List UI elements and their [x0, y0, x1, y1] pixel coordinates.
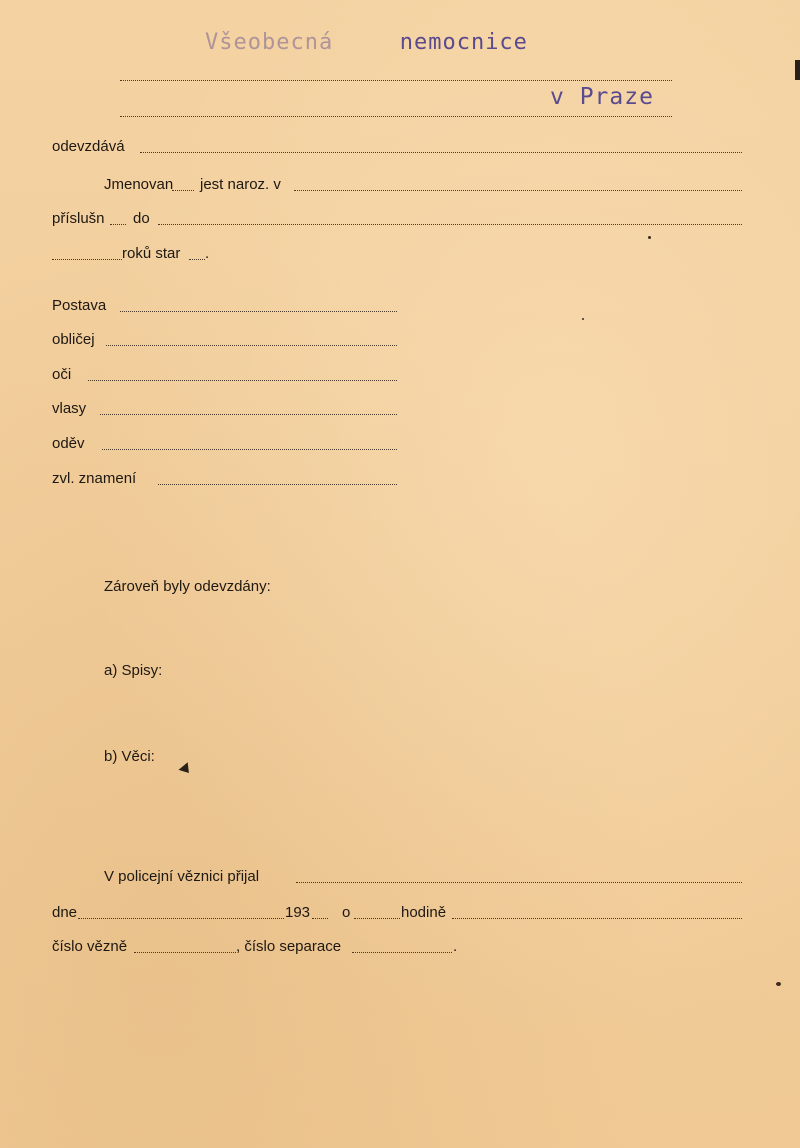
header-line-2: [120, 116, 672, 117]
at-label: o: [342, 904, 351, 921]
paper-speck: [648, 236, 651, 239]
year-field[interactable]: [312, 918, 328, 919]
clothing-label: oděv: [52, 435, 85, 452]
paper-speck: [582, 318, 584, 320]
figure-label: Postava: [52, 297, 107, 314]
pen-mark-icon: [179, 762, 194, 777]
years-old-label: roků star: [122, 245, 181, 262]
final-period: .: [453, 938, 458, 955]
marks-field[interactable]: [158, 484, 397, 485]
year-label: 193: [285, 904, 311, 921]
separation-number-field[interactable]: [352, 952, 452, 953]
years-old-period: .: [205, 245, 210, 262]
hospital-stamp-faded-word: Všeobecná: [205, 30, 334, 55]
named-label: Jmenovan: [104, 176, 174, 193]
items-label: b) Věci:: [104, 748, 155, 765]
marks-label: zvl. znamení: [52, 470, 137, 487]
age-field[interactable]: [52, 259, 122, 260]
belongs-label: příslušn: [52, 210, 105, 227]
day-field[interactable]: [78, 918, 284, 919]
birthplace-field[interactable]: [294, 190, 742, 191]
hands-over-field[interactable]: [140, 152, 742, 153]
clothing-field[interactable]: [102, 449, 397, 450]
hands-over-label: odevzdává: [52, 138, 125, 155]
prisoner-number-field[interactable]: [134, 952, 236, 953]
belongs-to-field[interactable]: [158, 224, 742, 225]
face-label: obličej: [52, 331, 95, 348]
eyes-field[interactable]: [88, 380, 397, 381]
age-suffix-field[interactable]: [189, 259, 205, 260]
face-field[interactable]: [106, 345, 397, 346]
born-in-label: jest naroz. v: [200, 176, 281, 193]
page-edge-mark: [795, 60, 800, 80]
paper-speck: [776, 982, 781, 986]
eyes-label: oči: [52, 366, 72, 383]
to-label: do: [133, 210, 150, 227]
hour-label: hodině: [401, 904, 447, 921]
hair-field[interactable]: [100, 414, 397, 415]
city-stamp: v Praze: [550, 84, 654, 110]
hospital-stamp-word: nemocnice: [399, 30, 528, 55]
also-handed-heading: Zároveň byly odevzdány:: [104, 578, 271, 595]
received-label: V policejní věznici přijal: [104, 868, 260, 885]
figure-field[interactable]: [120, 311, 397, 312]
day-label: dne: [52, 904, 78, 921]
received-by-field[interactable]: [296, 882, 742, 883]
separation-number-label: , číslo separace: [236, 938, 342, 955]
belongs-suffix-field[interactable]: [110, 224, 126, 225]
files-label: a) Spisy:: [104, 662, 163, 679]
hospital-stamp: [205, 30, 528, 55]
hour-field[interactable]: [354, 918, 400, 919]
header-line-1: [120, 80, 672, 81]
hair-label: vlasy: [52, 400, 87, 417]
prisoner-number-label: číslo vězně: [52, 938, 128, 955]
named-suffix-field[interactable]: [172, 190, 194, 191]
after-hour-field[interactable]: [452, 918, 742, 919]
